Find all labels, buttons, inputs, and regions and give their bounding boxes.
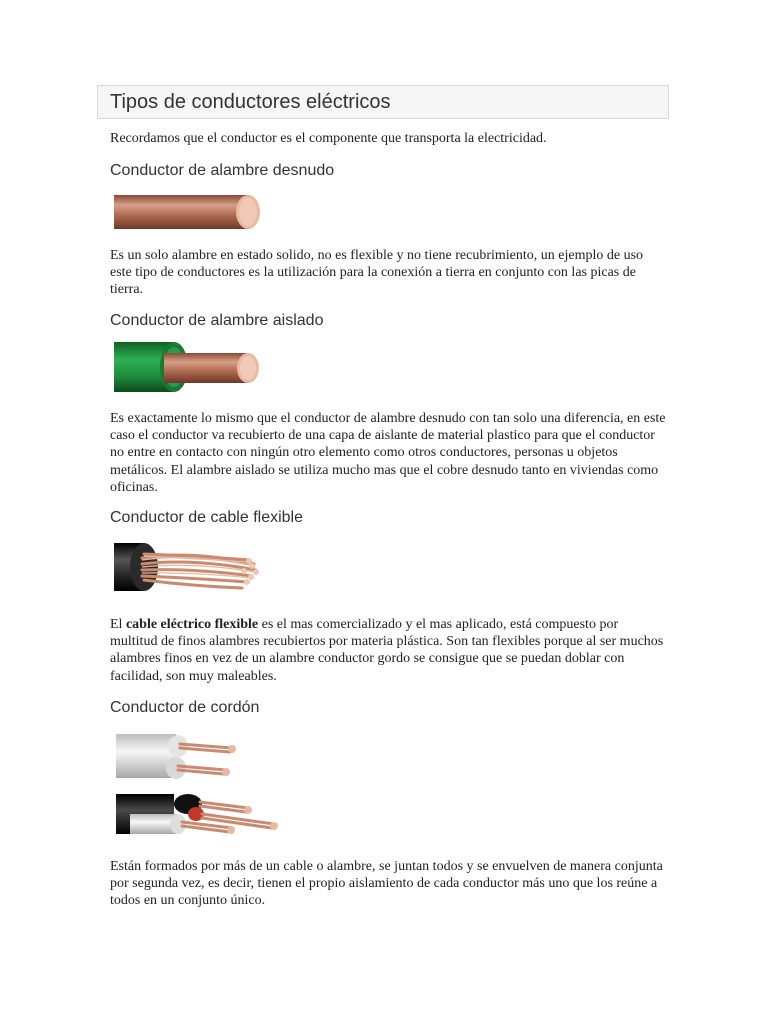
section-heading-cord: Conductor de cordón [110,699,260,716]
bare-wire-image [112,192,264,232]
bold-term: cable eléctrico flexible [125,617,259,632]
section-text-flexible-cable: El cable eléctrico flexible es el mas comercializado y el mas aplicado, está compuesto por multitud de finos alambres recubiertos por materia plástica. Son tan flexibles porque al ser muchos alambres finos en vez de un alambre conductor gordo se consigue que se puedan doblar con facilidad, son muy maleables. [110,617,664,684]
flexible-cable-image [112,540,264,598]
section-heading-flexible-cable: Conductor de cable flexible [110,509,304,526]
page-title: Tipos de conductores eléctricos [110,91,391,113]
insulated-wire-image [112,340,264,394]
intro-paragraph: Recordamos que el conductor es el componente que transporta la electricidad. [110,131,547,146]
section-heading-insulated-wire: Conductor de alambre aislado [110,312,324,329]
section-text-insulated-wire: Es exactamente lo mismo que el conductor de alambre desnudo con tan solo una diferencia, en este caso el conductor va recubierto de una capa de aislante de material plastico para que el conductor no entre en contacto con ningún otro elemento como otros conductores, personas u objetos metálicos. El alambre aislado se utiliza mucho mas que el cobre desnudo tanto en viviendas como oficinas. [110,411,666,495]
section-heading-bare-wire: Conductor de alambre desnudo [110,162,335,179]
section-text-cord: Están formados por más de un cable o alambre, se juntan todos y se envuelven de manera conjunta por segunda vez, es decir, tienen el propio aislamiento de cada conductor más uno que los reúne a todos en un conjunto único. [110,859,663,909]
cord-cable-image [114,728,282,840]
title-box [97,85,669,119]
section-text-bare-wire: Es un solo alambre en estado solido, no es flexible y no tiene recubrimiento, un ejemplo de uso este tipo de conductores es la utilización para la conexión a tierra en conjunto con las picas de tierra. [110,248,644,298]
